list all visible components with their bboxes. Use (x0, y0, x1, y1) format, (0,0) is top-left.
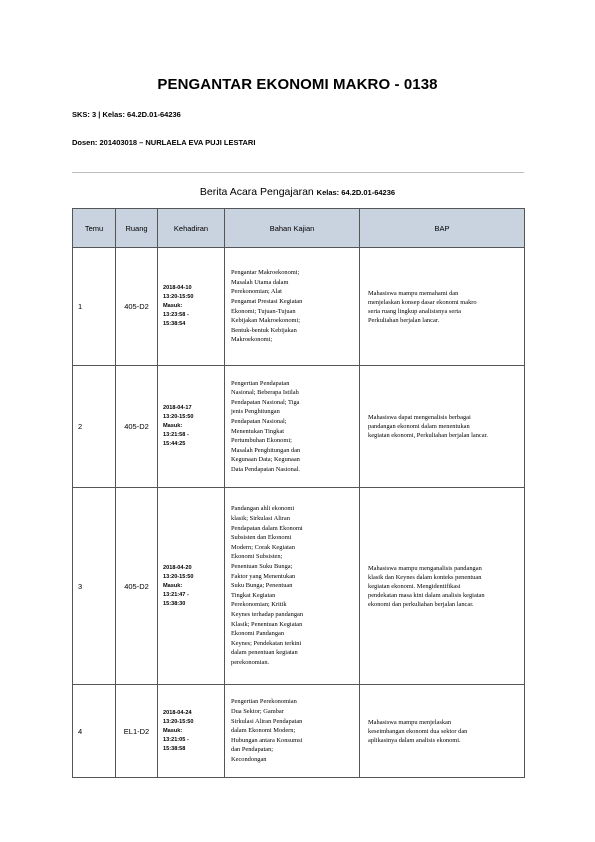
bap-cell: Mahasiswa mampu memahami dan menjelaskan konsep dasar ekonomi makro serta ruang lingkup analisisnya serta Perkuliahan berjalan lancar. (360, 248, 525, 366)
temu-cell: 1 (73, 248, 116, 366)
bap-cell: Mahasiswa dapat mengenalisis berbagai pandangan ekonomi dalam menentukan kegiatan ekonomi, Perkuliahan berjalan lancar. (360, 366, 525, 488)
header-ruang: Ruang (116, 209, 158, 248)
kehadiran-cell: 2018-04-24 13:20-15:50 Masuk: 13:21:05 - 15:38:58 (158, 685, 225, 778)
temu-cell: 3 (73, 488, 116, 685)
header-kehadiran: Kehadiran (158, 209, 225, 248)
header-temu: Temu (73, 209, 116, 248)
table-row (73, 366, 525, 488)
section-kelas: Kelas: 64.2D.01-64236 (316, 188, 396, 197)
header-bap: BAP (360, 209, 525, 248)
table-row (73, 685, 525, 778)
header-bahan-kajian: Bahan Kajian (225, 209, 360, 248)
sks-value: 3 | Kelas: 64.2D.01-64236 (92, 110, 181, 119)
divider (72, 172, 524, 173)
table-header-row (73, 209, 525, 248)
dosen-value: 201403018 – NURLAELA EVA PUJI LESTARI (99, 138, 256, 147)
kehadiran-cell: 2018-04-10 13:20-15:50 Masuk: 13:23:58 - 15:38:54 (158, 248, 225, 366)
section-title (0, 186, 595, 198)
table-row (73, 488, 525, 685)
bahan-kajian-cell: Pengertian Pendapatan Nasional; Beberapa Istilah Pendapatan Nasional; Tiga jenis Penghitungan Pendapatan Nasional; Menentukan Tingkat Pertumbuhan Ekonomi; Masalah Penghitungan dan Kegunaan Data; Kegunaan Data Pendapatan Nasional. (225, 366, 360, 488)
kehadiran-cell: 2018-04-17 13:20-15:50 Masuk: 13:21:58 - 15:44:25 (158, 366, 225, 488)
dosen-label: Dosen: (72, 138, 98, 147)
ruang-cell: EL1-D2 (116, 685, 158, 778)
bahan-kajian-cell: Pengantar Makroekonomi; Masalah Utama dalam Perekonomian; Alat Pengamat Prestasi Kegiatan Ekonomi; Tujuan-Tujuan Kebijakan Makroekonomi; Bentuk-bentuk Kebijakan Makroekonomi; (225, 248, 360, 366)
ruang-cell: 405-D2 (116, 366, 158, 488)
temu-cell: 2 (73, 366, 116, 488)
temu-cell: 4 (73, 685, 116, 778)
bap-cell: Mahasiswa mampu menjelaskan keseimbangan ekonomi dua sektor dan aplikasinya dalam analisis ekonomi. (360, 685, 525, 778)
section-title-text: Berita Acara Pengajaran (199, 186, 314, 198)
dosen-line (72, 138, 255, 147)
bahan-kajian-cell: Pengertian Perekonomian Dua Sektor; Gambar Sirkulasi Aliran Pendapatan dalam Ekonomi Modern; Hubungan antara Konsumsi dan Pendapatan; Kecondongan (225, 685, 360, 778)
course-title: PENGANTAR EKONOMI MAKRO - 0138 (157, 76, 438, 93)
ruang-cell: 405-D2 (116, 248, 158, 366)
bap-cell: Mahasiswa mampu menganalisis pandangan klasik dan Keynes dalam konteks penentuan kegiatan ekonomi. Mengidentifikasi pendekatan masa kini dalam analisis kegiatan ekonomi dan perkuliahan berjalan lancar. (360, 488, 525, 685)
bahan-kajian-cell: Pandangan ahli ekonomi klasik; Sirkulasi Aliran Pendapatan dalam Ekonomi Subsisten dan Ekonomi Modern; Corak Kegiatan Ekonomi Subsisten; Penentuan Suku Bunga; Faktor yang Menentukan Suku Bunga; Penentuan Tingkat Kegiatan Perekonomian; Kritik Keynes terhadap pandangan Klasik; Penentuan Kegiatan Ekonomi Pandangan Keynes; Pendekatan terkini dalam penentuan kegiatan perekonomian. (225, 488, 360, 685)
bap-table (72, 208, 525, 778)
ruang-cell: 405-D2 (116, 488, 158, 685)
sks-line (72, 110, 181, 119)
sks-label: SKS: (72, 110, 90, 119)
kehadiran-cell: 2018-04-20 13:20-15:50 Masuk: 13:21:47 - 15:38:30 (158, 488, 225, 685)
table-row (73, 248, 525, 366)
